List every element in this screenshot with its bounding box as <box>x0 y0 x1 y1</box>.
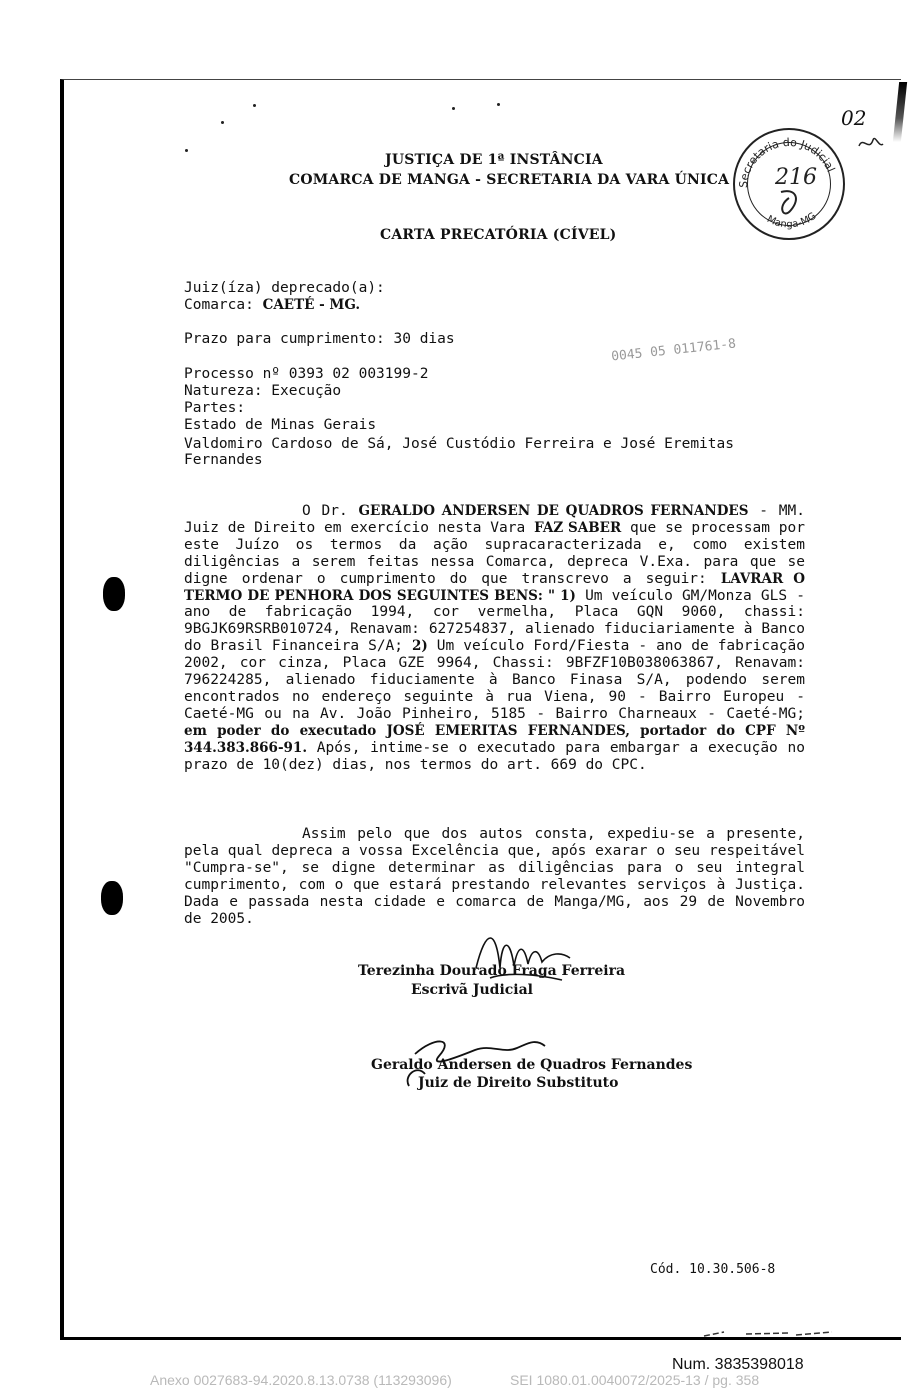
escriva-signature-scribble <box>466 928 596 988</box>
comarca-line <box>184 297 360 314</box>
p2-text: Assim pelo que dos autos consta, expediu-se a presente, pela qual depreca a vossa Excelência que, após exarar o seu respeitável "Cumpra-se", se digne determinar as diligências para o seu integral cumprimento, com o que estará prestando relevantes serviços à Justiça. Dada e passada nesta cidade e comarca de Manga/MG, aos 29 de Novembro de 2005. <box>184 826 805 927</box>
comarca-label: Comarca: <box>184 297 254 313</box>
processo-line: Processo nº 0393 02 003199-2 <box>184 366 429 382</box>
punch-hole-top <box>103 577 125 611</box>
lavrar-termo-bold: LAVRAR O TERMO DE PENHORA DOS SEGUINTES BENS: " 1) <box>184 570 805 604</box>
svg-text:Manga-MG: Manga-MG <box>765 210 819 231</box>
page-mark: 02 <box>841 106 867 130</box>
scan-smudge <box>700 1326 840 1340</box>
protocol-number: 0045 05 011761-8 <box>610 336 737 365</box>
scan-speck <box>185 149 188 152</box>
item-2-bold: 2) <box>412 638 428 655</box>
executado-bold: em poder do executado JOSÉ EMERITAS FERNANDES, portador do CPF Nº 344.383.866-91. <box>184 722 805 756</box>
document-type-title: CARTA PRECATÓRIA (CÍVEL) <box>380 227 617 243</box>
parte-executados-cont: Fernandes <box>184 452 263 468</box>
body-paragraph-2 <box>184 826 805 927</box>
scan-speck <box>253 104 256 107</box>
scan-speck <box>221 121 224 124</box>
court-header-line1: JUSTIÇA DE 1ª INSTÂNCIA <box>385 152 603 168</box>
p1-text-a: O Dr. <box>302 503 359 519</box>
scan-speck <box>452 107 455 110</box>
p1-text-c: que se processam por este Juízo os termos da ação supracaracterizada e, como existem diligências a serem feitas nessa Comarca, depreca V.Exa. para que se digne ordenar o cumprimento do que transcrevo a seguir: <box>184 519 805 587</box>
natureza-line: Natureza: Execução <box>184 383 342 399</box>
escriva-title: Escrivã Judicial <box>411 982 533 998</box>
anexo-reference: Anexo 0027683-94.2020.8.13.0738 (113293096) <box>150 1372 452 1388</box>
court-header-line2: COMARCA DE MANGA - SECRETARIA DA VARA ÚNICA <box>289 172 730 188</box>
parte-executados: Valdomiro Cardoso de Sá, José Custódio Ferreira e José Eremitas <box>184 436 734 452</box>
juiz-name: Geraldo Andersen de Quadros Fernandes <box>371 1057 693 1073</box>
parte-estado: Estado de Minas Gerais <box>184 417 377 433</box>
stamp-lettering <box>733 128 845 240</box>
sei-reference: SEI 1080.01.0040072/2025-13 / pg. 358 <box>510 1372 760 1388</box>
juiz-title: Juiz de Direito Substituto <box>418 1075 619 1091</box>
prazo-line: Prazo para cumprimento: 30 dias <box>184 331 455 347</box>
document-num: Num. 3835398018 <box>672 1356 804 1373</box>
form-code: Cód. 10.30.506-8 <box>650 1262 776 1277</box>
scan-speck <box>497 103 500 106</box>
escriva-name: Terezinha Dourado Fraga Ferreira <box>358 963 626 979</box>
faz-saber-bold: FAZ SABER <box>534 519 622 536</box>
body-paragraph-1 <box>184 503 805 774</box>
deprecado-label: Juiz(íza) deprecado(a): <box>184 280 385 296</box>
partes-label: Partes: <box>184 400 246 416</box>
p1-text-f: Após, intime-se o executado para embargar a execução no prazo de 10(dez) dias, nos termos do art. 669 do CPC. <box>184 739 805 773</box>
svg-text:Secretaria do Judicial: Secretaria do Judicial <box>736 135 838 189</box>
comarca-value: CAETÉ - MG. <box>262 297 361 313</box>
handwritten-check-icon <box>855 132 885 156</box>
svg-text:216: 216 <box>775 165 817 190</box>
p1-text-d: Um veículo GM/Monza GLS - ano de fabricação 1994, cor vermelha, Placa GQN 9060, chassi: 9BGJK69RSRB010724, Renavam: 627254837, alienado fiduciariamente à Banco do Brasil Financeira S/A; <box>184 587 805 655</box>
p1-text-b: - MM. Juiz de Direito em exercício nesta Vara <box>184 503 805 536</box>
secretaria-stamp <box>733 128 845 240</box>
p1-text-e: Um veículo Ford/Fiesta - ano de fabricação 2002, cor cinza, Placa GZE 9964, Chassi: 9BFZF10B038063867, Renavam: 796224285, alienado fiduciamente à Banco Finasa S/A, podendo serem encontrados no endereço seguinte à rua Viena, 90 - Bairro Europeu - Caeté-MG ou na Av. João Pinheiro, 5185 - Bairro Charneaux - Caeté-MG; <box>184 638 805 722</box>
punch-hole-bottom <box>101 881 123 915</box>
judge-name-bold: GERALDO ANDERSEN DE QUADROS FERNANDES <box>358 503 749 519</box>
